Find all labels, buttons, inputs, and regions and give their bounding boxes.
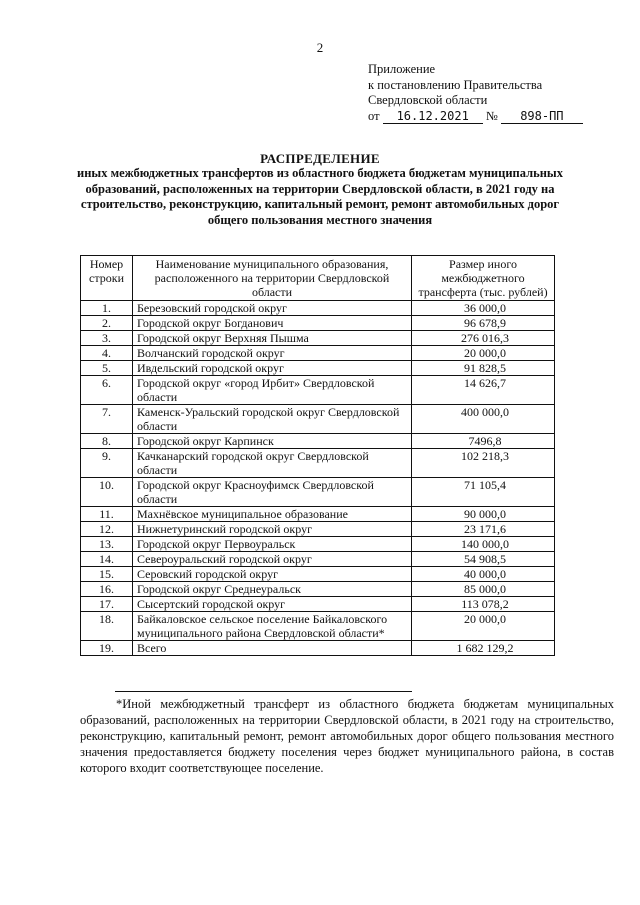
- row-number: 12.: [81, 522, 133, 537]
- row-number: 13.: [81, 537, 133, 552]
- transfer-amount: 96 678,9: [412, 316, 555, 331]
- table-row: [81, 567, 555, 582]
- footnote-divider: [115, 691, 412, 692]
- transfer-amount: 102 218,3: [412, 449, 555, 478]
- row-number: 6.: [81, 376, 133, 405]
- table-row: [81, 478, 555, 507]
- municipality-name: Североуральский городской округ: [133, 552, 412, 567]
- transfer-amount: 23 171,6: [412, 522, 555, 537]
- municipality-name: Сысертский городской округ: [133, 597, 412, 612]
- transfer-amount: 54 908,5: [412, 552, 555, 567]
- table-row: [81, 449, 555, 478]
- municipality-name: Городской округ Красноуфимск Свердловской области: [133, 478, 412, 507]
- row-number: 1.: [81, 301, 133, 316]
- table-row: [81, 361, 555, 376]
- row-number: 5.: [81, 361, 133, 376]
- distribution-table: [80, 255, 555, 656]
- table-row: [81, 316, 555, 331]
- table-row: [81, 434, 555, 449]
- row-number: 9.: [81, 449, 133, 478]
- municipality-name: Качканарский городской округ Свердловской области: [133, 449, 412, 478]
- table-row: [81, 537, 555, 552]
- row-number: 17.: [81, 597, 133, 612]
- municipality-name: Городской округ Верхняя Пышма: [133, 331, 412, 346]
- transfer-amount: 7496,8: [412, 434, 555, 449]
- municipality-name: Городской округ Первоуральск: [133, 537, 412, 552]
- transfer-amount: 40 000,0: [412, 567, 555, 582]
- header-amount: Размер иного межбюджетного трансферта (тыс. рублей): [412, 256, 555, 301]
- table-row: [81, 331, 555, 346]
- municipality-name: Ивдельский городской округ: [133, 361, 412, 376]
- header-row-number: Номер строки: [81, 256, 133, 301]
- municipality-name: Городской округ Богданович: [133, 316, 412, 331]
- footnote: *Иной межбюджетный трансферт из областного бюджета бюджетам муниципальных образований, расположенных на территории Свердловской области, в 2021 году на строительство, реконструкцию, капитальный ремонт, ремонт автомобильных дорог общего пользования местного значения предоставляется бюджету поселения через бюджет муниципального района, в состав которого входит соответствующее поселение.: [80, 697, 614, 775]
- transfer-amount: 400 000,0: [412, 405, 555, 434]
- table-row: [81, 346, 555, 361]
- row-number: 2.: [81, 316, 133, 331]
- municipality-name: Городской округ «город Ирбит» Свердловской области: [133, 376, 412, 405]
- resolution-number: 898-ПП: [501, 110, 583, 124]
- date-label: от: [368, 108, 380, 123]
- appendix-date-line: [368, 109, 583, 125]
- transfer-amount: 36 000,0: [412, 301, 555, 316]
- table-row: [81, 582, 555, 597]
- transfer-amount: 14 626,7: [412, 376, 555, 405]
- table-row: [81, 641, 555, 656]
- municipality-name: Байкаловское сельское поселение Байкаловского муниципального района Свердловской области*: [133, 612, 412, 641]
- municipality-name: Каменск-Уральский городской округ Свердловской области: [133, 405, 412, 434]
- municipality-name: Серовский городской округ: [133, 567, 412, 582]
- row-number: 11.: [81, 507, 133, 522]
- row-number: 10.: [81, 478, 133, 507]
- row-number: 15.: [81, 567, 133, 582]
- header-municipality: Наименование муниципального образования, расположенного на территории Свердловской области: [133, 256, 412, 301]
- document-title: РАСПРЕДЕЛЕНИЕ: [260, 151, 380, 166]
- municipality-name: Городской округ Карпинск: [133, 434, 412, 449]
- row-number: 16.: [81, 582, 133, 597]
- transfer-amount: 140 000,0: [412, 537, 555, 552]
- table-row: [81, 522, 555, 537]
- municipality-name: Городской округ Среднеуральск: [133, 582, 412, 597]
- appendix-header: [368, 62, 583, 124]
- page-number: 2: [316, 40, 324, 55]
- table-row: [81, 507, 555, 522]
- transfer-amount: 20 000,0: [412, 346, 555, 361]
- row-number: 3.: [81, 331, 133, 346]
- municipality-name: Махнёвское муниципальное образование: [133, 507, 412, 522]
- row-number: 8.: [81, 434, 133, 449]
- row-number: 18.: [81, 612, 133, 641]
- municipality-name: Волчанский городской округ: [133, 346, 412, 361]
- table-row: [81, 612, 555, 641]
- row-number: 19.: [81, 641, 133, 656]
- table-row: [81, 301, 555, 316]
- table-row: [81, 552, 555, 567]
- municipality-name: Березовский городской округ: [133, 301, 412, 316]
- row-number: 7.: [81, 405, 133, 434]
- municipality-name: Всего: [133, 641, 412, 656]
- number-label: №: [485, 108, 498, 123]
- table-header-row: [81, 256, 555, 301]
- transfer-amount: 71 105,4: [412, 478, 555, 507]
- document-subtitle: иных межбюджетных трансфертов из областного бюджета бюджетам муниципальных образований, расположенных на территории Свердловской области, в 2021 году на строительство, реконструкцию, капитальный ремонт, ремонт автомобильных дорог общего пользования местного значения: [77, 166, 563, 227]
- transfer-amount: 20 000,0: [412, 612, 555, 641]
- transfer-amount: 91 828,5: [412, 361, 555, 376]
- transfer-amount: 85 000,0: [412, 582, 555, 597]
- transfer-amount: 1 682 129,2: [412, 641, 555, 656]
- appendix-title: Приложение: [368, 62, 436, 76]
- municipality-name: Нижнетуринский городской округ: [133, 522, 412, 537]
- resolution-date: 16.12.2021: [383, 110, 483, 124]
- row-number: 4.: [81, 346, 133, 361]
- transfer-amount: 90 000,0: [412, 507, 555, 522]
- transfer-amount: 276 016,3: [412, 331, 555, 346]
- appendix-region: Свердловской области: [368, 93, 488, 107]
- transfer-amount: 113 078,2: [412, 597, 555, 612]
- appendix-resolution: к постановлению Правительства: [368, 77, 543, 92]
- table-row: [81, 597, 555, 612]
- table-row: [81, 376, 555, 405]
- table-row: [81, 405, 555, 434]
- row-number: 14.: [81, 552, 133, 567]
